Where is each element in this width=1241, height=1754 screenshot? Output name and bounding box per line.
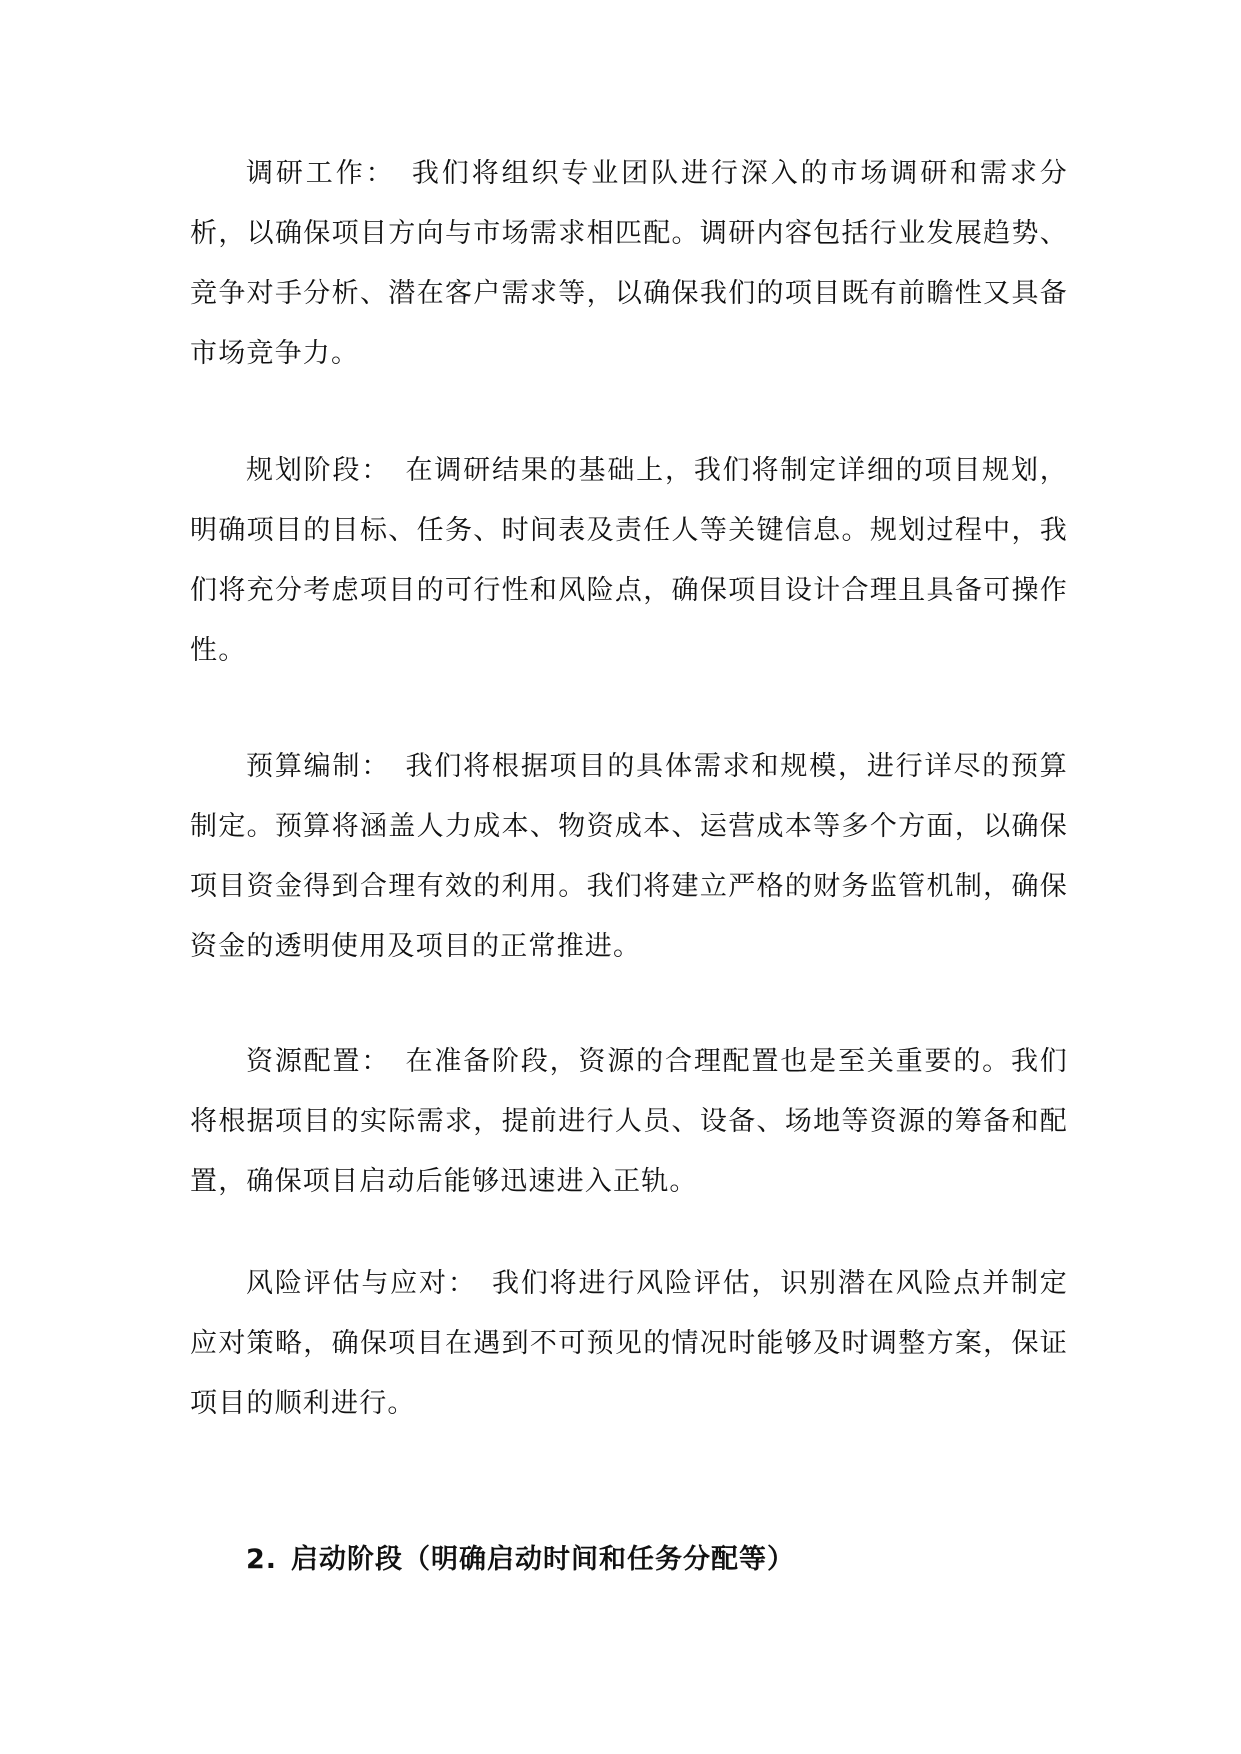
paragraph-resources	[190, 1032, 1068, 1212]
paragraph-budget	[190, 737, 1068, 977]
paragraph-body: 在调研结果的基础上，我们将制定详细的项目规划，明确项目的目标、任务、时间表及责任人等关键信息。规划过程中，我们将充分考虑项目的可行性和风险点，确保项目设计合理且具备可操作性。	[190, 455, 1069, 666]
paragraph-planning	[190, 441, 1068, 681]
paragraph-body: 我们将进行风险评估，识别潜在风险点并制定应对策略，确保项目在遇到不可预见的情况时能够及时调整方案，保证项目的顺利进行。	[190, 1268, 1069, 1419]
paragraph-label: 调研工作：	[246, 158, 382, 189]
section-title: 启动阶段（明确启动时间和任务分配等）	[291, 1544, 796, 1575]
paragraph-label: 预算编制：	[246, 751, 377, 782]
section-number: 2.	[246, 1544, 278, 1575]
paragraph-body: 我们将根据项目的具体需求和规模，进行详尽的预算制定。预算将涵盖人力成本、物资成本、运营成本等多个方面，以确保项目资金得到合理有效的利用。我们将建立严格的财务监管机制，确保资金的透明使用及项目的正常推进。	[190, 751, 1069, 962]
section-heading	[246, 1540, 795, 1580]
paragraph-body: 我们将组织专业团队进行深入的市场调研和需求分析，以确保项目方向与市场需求相匹配。调研内容包括行业发展趋势、竞争对手分析、潜在客户需求等，以确保我们的项目既有前瞻性又具备市场竞争力。	[190, 158, 1068, 369]
paragraph-research	[190, 144, 1068, 384]
paragraph-body: 在准备阶段，资源的合理配置也是至关重要的。我们将根据项目的实际需求，提前进行人员、设备、场地等资源的筹备和配置，确保项目启动后能够迅速进入正轨。	[190, 1046, 1069, 1197]
paragraph-risk	[190, 1254, 1068, 1434]
paragraph-label: 风险评估与应对：	[246, 1268, 464, 1299]
paragraph-label: 资源配置：	[246, 1046, 377, 1077]
paragraph-label: 规划阶段：	[246, 455, 377, 486]
